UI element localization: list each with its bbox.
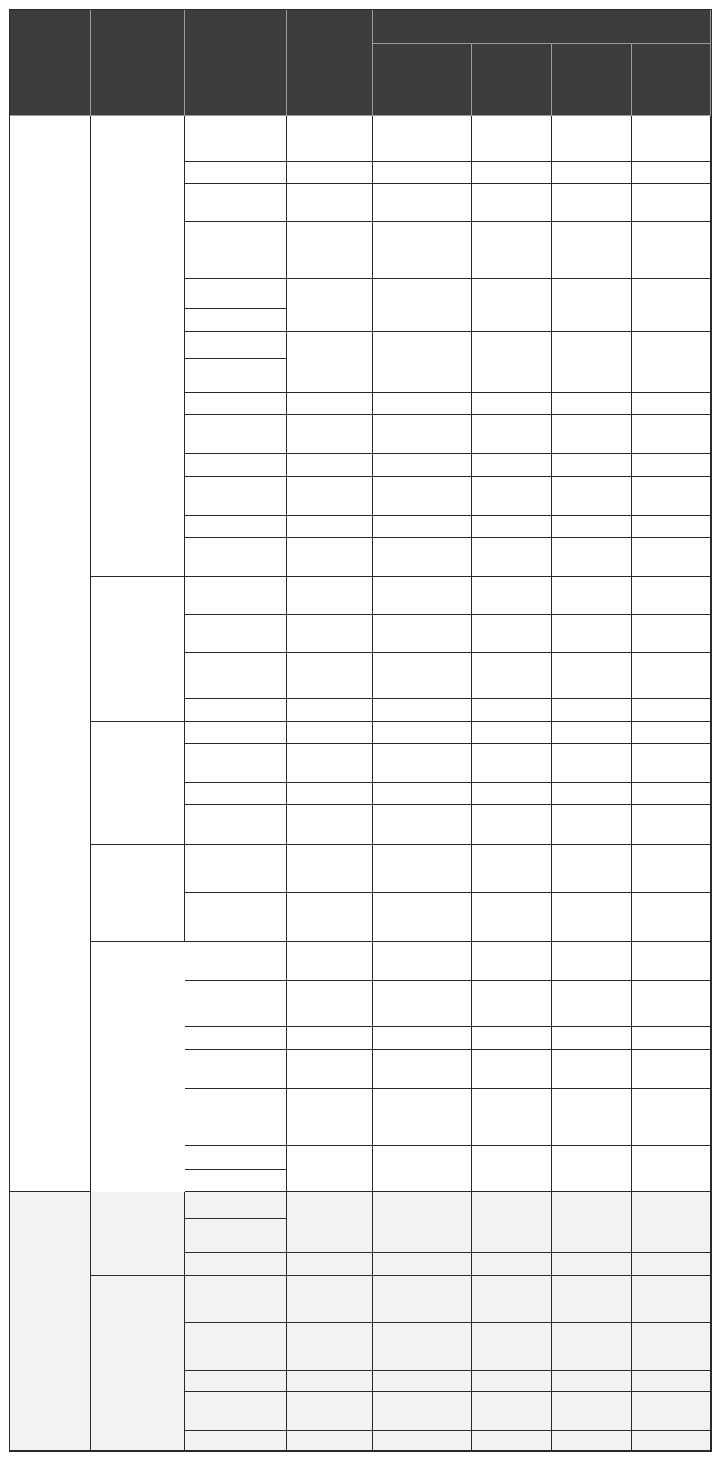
primary-protection-cell <box>287 222 373 279</box>
mains-power-port-cell <box>632 1050 711 1089</box>
dedicated-power-feed-port-cell <box>552 454 632 477</box>
primary-protection-cell <box>287 116 373 162</box>
test-connection-cell <box>185 615 287 653</box>
primary-protection-cell <box>287 1431 373 1451</box>
dedicated-power-feed-port-cell <box>552 1027 632 1050</box>
mains-power-port-cell <box>632 1431 711 1451</box>
symmetric-port-cell <box>373 653 472 699</box>
coaxial-port-cell <box>472 1192 552 1253</box>
symmetric-port-cell <box>373 805 472 845</box>
test-connection-cell <box>185 279 287 332</box>
dedicated-power-feed-port-cell <box>552 538 632 577</box>
mains-power-port-cell <box>632 805 711 845</box>
test-connection-cell <box>185 1371 287 1392</box>
primary-protection-cell <box>287 454 373 477</box>
dedicated-power-feed-port-cell <box>552 1050 632 1089</box>
primary-protection-cell <box>287 477 373 516</box>
test-connection-cell <box>185 393 287 415</box>
test-connection-cell <box>185 1192 287 1253</box>
header-symmetric-port <box>373 44 472 116</box>
coaxial-port-cell <box>472 393 552 415</box>
coaxial-port-cell <box>472 1371 552 1392</box>
dedicated-power-feed-port-cell <box>552 393 632 415</box>
mains-power-port-cell <box>632 222 711 279</box>
pairs-tested-cell <box>91 722 185 845</box>
mains-power-port-cell <box>632 279 711 332</box>
symmetric-port-cell <box>373 279 472 332</box>
symmetric-port-cell <box>373 162 472 184</box>
mains-power-port-cell <box>632 744 711 783</box>
primary-protection-cell <box>287 1027 373 1050</box>
dedicated-power-feed-port-cell <box>552 1323 632 1371</box>
dedicated-power-feed-port-cell <box>552 577 632 615</box>
primary-protection-cell <box>287 1253 373 1276</box>
primary-protection-cell <box>287 1371 373 1392</box>
mains-power-port-cell <box>632 1276 711 1323</box>
dedicated-power-feed-port-cell <box>552 516 632 538</box>
port-type-test-table <box>10 10 711 1451</box>
primary-protection-cell <box>287 1050 373 1089</box>
primary-protection-cell <box>287 538 373 577</box>
test-connection-cell <box>185 893 287 942</box>
mains-power-port-cell <box>632 1323 711 1371</box>
coaxial-port-cell <box>472 722 552 744</box>
symmetric-port-cell <box>373 699 472 722</box>
pairs-tested-cell <box>91 1276 185 1451</box>
mains-power-port-cell <box>632 1253 711 1276</box>
primary-protection-cell <box>287 279 373 332</box>
coaxial-port-cell <box>472 981 552 1027</box>
dedicated-power-feed-port-cell <box>552 653 632 699</box>
coaxial-port-cell <box>472 116 552 162</box>
mains-power-port-cell <box>632 1192 711 1253</box>
dedicated-power-feed-port-cell <box>552 222 632 279</box>
mains-power-port-cell <box>632 393 711 415</box>
test-connection-cell <box>185 1323 287 1371</box>
primary-protection-cell <box>287 577 373 615</box>
dedicated-power-feed-port-cell <box>552 783 632 805</box>
test-connection-cell <box>185 653 287 699</box>
coaxial-port-cell <box>472 454 552 477</box>
coaxial-port-cell <box>472 477 552 516</box>
dedicated-power-feed-port-cell <box>552 1276 632 1323</box>
primary-protection-cell <box>287 184 373 222</box>
primary-protection-cell <box>287 1392 373 1431</box>
mains-power-port-cell <box>632 516 711 538</box>
symmetric-port-cell <box>373 1392 472 1431</box>
primary-protection-cell <box>287 1146 373 1192</box>
connection-label-bottom <box>185 1170 286 1191</box>
coaxial-port-cell <box>472 1089 552 1146</box>
coaxial-port-cell <box>472 783 552 805</box>
test-connection-cell <box>185 577 287 615</box>
coaxial-port-cell <box>472 699 552 722</box>
dedicated-power-feed-port-cell <box>552 893 632 942</box>
coaxial-port-cell <box>472 1323 552 1371</box>
mains-power-port-cell <box>632 722 711 744</box>
header-test-type <box>10 10 91 116</box>
dedicated-power-feed-port-cell <box>552 184 632 222</box>
symmetric-port-cell <box>373 332 472 393</box>
mains-power-port-cell <box>632 116 711 162</box>
dedicated-power-feed-port-cell <box>552 615 632 653</box>
dedicated-power-feed-port-cell <box>552 477 632 516</box>
primary-protection-cell <box>287 415 373 454</box>
mains-power-port-cell <box>632 1392 711 1431</box>
header-test-connections <box>185 10 287 116</box>
test-connection-cell <box>185 1276 287 1323</box>
symmetric-port-cell <box>373 783 472 805</box>
primary-protection-cell <box>287 805 373 845</box>
coaxial-port-cell <box>472 1431 552 1451</box>
primary-protection-cell <box>287 516 373 538</box>
dedicated-power-feed-port-cell <box>552 116 632 162</box>
mains-power-port-cell <box>632 162 711 184</box>
symmetric-port-cell <box>373 577 472 615</box>
header-dedicated-power-feed-port <box>552 44 632 116</box>
connection-label-bottom <box>185 309 286 331</box>
coaxial-port-cell <box>472 893 552 942</box>
coaxial-port-cell <box>472 1276 552 1323</box>
mains-power-port-cell <box>632 577 711 615</box>
header-coaxial-port <box>472 44 552 116</box>
mains-power-port-cell <box>632 1146 711 1192</box>
mains-power-port-cell <box>632 184 711 222</box>
dedicated-power-feed-port-cell <box>552 1089 632 1146</box>
dedicated-power-feed-port-cell <box>552 279 632 332</box>
dedicated-power-feed-port-cell <box>552 1192 632 1253</box>
symmetric-port-cell <box>373 516 472 538</box>
test-connection-cell <box>185 1089 287 1146</box>
coaxial-port-cell <box>472 653 552 699</box>
mains-power-port-cell <box>632 615 711 653</box>
symmetric-port-cell <box>373 722 472 744</box>
mains-power-port-cell <box>632 893 711 942</box>
test-connection-cell <box>185 1431 287 1451</box>
header-pairs-tested <box>91 10 185 116</box>
symmetric-port-cell <box>373 615 472 653</box>
test-connection-cell <box>185 415 287 454</box>
connection-label-top <box>185 332 286 359</box>
primary-protection-cell <box>287 981 373 1027</box>
primary-protection-cell <box>287 615 373 653</box>
dedicated-power-feed-port-cell <box>552 942 632 981</box>
primary-protection-cell <box>287 783 373 805</box>
dedicated-power-feed-port-cell <box>552 744 632 783</box>
test-connection-cell <box>185 942 287 981</box>
test-connection-cell <box>185 454 287 477</box>
test-connection-cell <box>185 1392 287 1431</box>
symmetric-port-cell <box>373 1276 472 1323</box>
dedicated-power-feed-port-cell <box>552 981 632 1027</box>
mains-power-port-cell <box>632 1027 711 1050</box>
coaxial-port-cell <box>472 162 552 184</box>
primary-protection-cell <box>287 845 373 893</box>
primary-protection-cell <box>287 653 373 699</box>
test-connection-cell <box>185 981 287 1027</box>
symmetric-port-cell <box>373 538 472 577</box>
pairs-tested-cell <box>91 1192 185 1276</box>
coaxial-port-cell <box>472 184 552 222</box>
coaxial-port-cell <box>472 805 552 845</box>
symmetric-port-cell <box>373 222 472 279</box>
primary-protection-cell <box>287 722 373 744</box>
symmetric-port-cell <box>373 893 472 942</box>
symmetric-port-cell <box>373 454 472 477</box>
test-connection-cell <box>185 845 287 893</box>
symmetric-port-cell <box>373 1050 472 1089</box>
primary-protection-cell <box>287 1089 373 1146</box>
symmetric-port-cell <box>373 981 472 1027</box>
connection-label-bottom <box>185 359 286 392</box>
symmetric-port-cell <box>373 744 472 783</box>
pairs-tested-cell <box>91 1451 185 1452</box>
header-port-type <box>373 10 711 44</box>
symmetric-port-cell <box>373 477 472 516</box>
primary-protection-cell <box>287 162 373 184</box>
pairs-tested-cell <box>91 116 185 577</box>
primary-protection-cell <box>287 893 373 942</box>
test-connection-cell <box>185 184 287 222</box>
dedicated-power-feed-port-cell <box>552 699 632 722</box>
dedicated-power-feed-port-cell <box>552 1146 632 1192</box>
symmetric-port-cell <box>373 1192 472 1253</box>
connection-label-bottom <box>185 1219 286 1252</box>
coaxial-port-cell <box>472 1253 552 1276</box>
coaxial-port-cell <box>472 577 552 615</box>
test-connection-cell <box>185 1027 287 1050</box>
symmetric-port-cell <box>373 393 472 415</box>
test-connection-cell <box>185 1146 287 1192</box>
test-connection-cell <box>185 1253 287 1276</box>
test-connection-cell <box>185 1050 287 1089</box>
header-mains-power-port <box>632 44 711 116</box>
coaxial-port-cell <box>472 222 552 279</box>
primary-protection-cell <box>287 699 373 722</box>
test-connection-cell <box>185 805 287 845</box>
mains-power-port-cell <box>632 981 711 1027</box>
symmetric-port-cell <box>373 1027 472 1050</box>
dedicated-power-feed-port-cell <box>552 415 632 454</box>
primary-protection-cell <box>287 1276 373 1323</box>
test-type-cell <box>10 1192 91 1451</box>
symmetric-port-cell <box>373 415 472 454</box>
test-connection-cell <box>185 162 287 184</box>
pairs-tested-cell <box>91 577 185 722</box>
test-type-cell <box>10 1451 91 1452</box>
mains-power-port-cell <box>632 538 711 577</box>
symmetric-port-cell <box>373 1371 472 1392</box>
coaxial-port-cell <box>472 1050 552 1089</box>
coaxial-port-cell <box>472 538 552 577</box>
dedicated-power-feed-port-cell <box>552 845 632 893</box>
coaxial-port-cell <box>472 516 552 538</box>
pairs-tested-cell <box>91 845 185 942</box>
mains-power-port-cell <box>632 477 711 516</box>
symmetric-port-cell <box>373 1089 472 1146</box>
header-primary-protection <box>287 10 373 116</box>
test-connection-cell <box>185 699 287 722</box>
dedicated-power-feed-port-cell <box>552 332 632 393</box>
symmetric-port-cell <box>373 1146 472 1192</box>
coaxial-port-cell <box>472 279 552 332</box>
mains-power-port-cell <box>632 783 711 805</box>
test-connection-cell <box>185 783 287 805</box>
primary-protection-cell <box>287 1323 373 1371</box>
mains-power-port-cell <box>632 699 711 722</box>
mains-power-port-cell <box>632 942 711 981</box>
test-type-cell <box>10 116 91 1192</box>
mains-power-port-cell <box>632 845 711 893</box>
coaxial-port-cell <box>472 1027 552 1050</box>
coaxial-port-cell <box>472 942 552 981</box>
coaxial-port-cell <box>472 1146 552 1192</box>
coaxial-port-cell <box>472 845 552 893</box>
dedicated-power-feed-port-cell <box>552 1392 632 1431</box>
mains-power-port-cell <box>632 1089 711 1146</box>
symmetric-port-cell <box>373 1323 472 1371</box>
coaxial-port-cell <box>472 332 552 393</box>
symmetric-port-cell <box>373 184 472 222</box>
test-connection-cell <box>185 516 287 538</box>
connection-label-top <box>185 1146 286 1170</box>
symmetric-port-cell <box>373 1253 472 1276</box>
dedicated-power-feed-port-cell <box>552 805 632 845</box>
symmetric-port-cell <box>373 942 472 981</box>
test-connection-cell <box>185 477 287 516</box>
symmetric-port-cell <box>373 1431 472 1451</box>
mains-power-port-cell <box>632 653 711 699</box>
dedicated-power-feed-port-cell <box>552 1371 632 1392</box>
coaxial-port-cell <box>472 615 552 653</box>
primary-protection-cell <box>287 1192 373 1253</box>
test-connection-cell <box>185 116 287 162</box>
symmetric-port-cell <box>373 116 472 162</box>
dedicated-power-feed-port-cell <box>552 162 632 184</box>
symmetric-port-cell <box>373 845 472 893</box>
coaxial-port-cell <box>472 744 552 783</box>
connection-label-top <box>185 279 286 309</box>
coaxial-port-cell <box>472 415 552 454</box>
test-connection-cell <box>185 222 287 279</box>
dedicated-power-feed-port-cell <box>552 1253 632 1276</box>
test-connection-cell <box>185 538 287 577</box>
coaxial-port-cell <box>472 1392 552 1431</box>
primary-protection-cell <box>287 744 373 783</box>
test-connection-cell <box>185 722 287 744</box>
connection-label-top <box>185 1192 286 1219</box>
mains-power-port-cell <box>632 1371 711 1392</box>
primary-protection-cell <box>287 942 373 981</box>
mains-power-port-cell <box>632 332 711 393</box>
mains-power-port-cell <box>632 454 711 477</box>
primary-protection-cell <box>287 332 373 393</box>
dedicated-power-feed-port-cell <box>552 1431 632 1451</box>
primary-protection-cell <box>287 393 373 415</box>
test-connection-cell <box>185 332 287 393</box>
test-connection-cell <box>185 744 287 783</box>
mains-power-port-cell <box>632 415 711 454</box>
dedicated-power-feed-port-cell <box>552 722 632 744</box>
